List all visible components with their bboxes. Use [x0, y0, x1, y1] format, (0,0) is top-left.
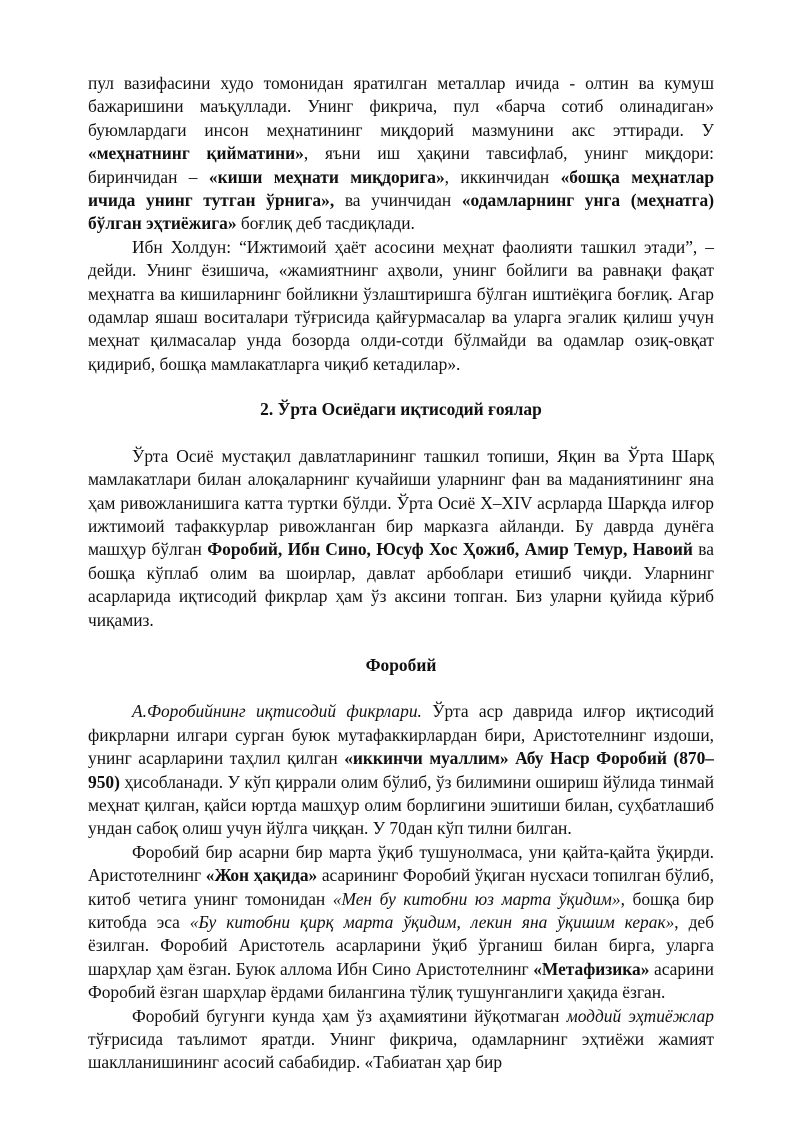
paragraph-central-asia [88, 445, 714, 632]
text-run: , иккинчидан [444, 166, 561, 187]
text-run: , яъни иш ҳақини тавсифлаб, унинг миқдори: биринчидан – [88, 143, 714, 187]
text-run: ва учинчидан [334, 190, 462, 211]
text-run: тўғрисида таълимот яратди. Унинг фикрича, одамларнинг эҳтиёжи жамият шаклланишининг асосий сабабидир. «Табиатан ҳар бир [88, 1029, 714, 1073]
document-page [88, 72, 714, 1075]
text-run: ҳисобланади. У кўп қиррали олим бўлиб, ўз билимини ошириш йўлида тинмай меҳнат қилган, қайси юртда машҳур олим борлигини эшитиши билан, суҳбатлашиб ундан сабоқ олиш учун йўлга чиққан. У 70дан кўп тилни билган. [88, 771, 714, 839]
text-run: боғлиқ деб тасдиқлади. [236, 213, 415, 234]
bold-term-labor-need: «одамларнинг унга (меҳнатга) бўлган эҳтиёжига» [88, 190, 714, 234]
text-run: ва бошқа кўплаб олим ва шоирлар, давлат арбоблари етишиб чиқди. Уларнинг асарларида иқтисодий фикрлар ҳам ўз аксини топган. Биз уларни қуйида кўриб чиқамиз. [88, 539, 714, 630]
text-run: , деб ёзилган. Форобий Аристотель асарларини ўқиб ўрганиш билан бирга, уларга шарҳлар ҳам ёзган. Буюк аллома Ибн Сино Аристотелнинг [88, 912, 714, 979]
italic-subtitle: А.Форобийнинг иқтисодий фикрлари. [132, 701, 422, 722]
text-run: асарининг Форобий ўқиган нусхаси топилган бўлиб, китоб четига унинг томонидан [88, 865, 714, 909]
bold-term-labor-place: «бошқа меҳнатлар ичида унинг тутган ўрнига», [88, 166, 715, 211]
bold-term-labor-amount: «киши меҳнати миқдорига» [208, 166, 445, 187]
italic-quote-hundred: «Мен бу китобни юз марта ўқидим» [332, 888, 621, 909]
bold-term-labor-value: «меҳнатнинг қийматини» [88, 143, 304, 164]
text-run: Форобий бир асарни бир марта ўқиб тушунолмаса, уни қайта-қайта ўқирди. Аристотелнинг [88, 841, 714, 886]
paragraph-farabi-intro [88, 700, 714, 840]
bold-farabi-name: «иккинчи муаллим» Абу Наср Форобий (870–950) [88, 748, 715, 792]
paragraph-farabi-reading [88, 841, 714, 1005]
text-run: , бошқа бир китобда эса [88, 888, 714, 932]
text-run: пул вазифасини худо томонидан яратилган металлар ичида - олтин ва кумуш бажаришини маъқуллади. Унинг фикрича, пул «барча сотиб олинадиган» буюмлардаги инсон меҳнатининг миқдорий мазмунини акс эттиради. У [88, 73, 714, 140]
text-run: Ўрта Осиё мустақил давлатларининг ташкил топиши, Яқин ва Ўрта Шарқ мамлакатлари билан алоқаларнинг кучайиши уларнинг фан ва маданиятининг яна ҳам ривожланишига катта туртки бўлди. Ўрта Осиё X–XIV асрларда Шарқда илғор ижтимоий тафаккурлар ривожланган бир марказга айланди. Бу даврда дунёга машҳур бўлган [88, 445, 714, 560]
paragraph-ibn-khaldun: Ибн Холдун: “Ижтимоий ҳаёт асосини меҳнат фаолияти ташкил этади”, – дейди. Унинг ёзишича, «жамиятнинг аҳволи, унинг бойлиги ва равнақи фақат меҳнатга ва кишиларнинг бойликни ўзлаштиришга бўлган иштиёқига боғлиқ. Агар одамлар яшаш воситалари тўғрисида қайғурмасалар ва уларга эгалик қилиш учун меҳнат қилмасалар унда бозорда олди-сотди бўлмайди ва одамлар озиқ-овқат қидириб, бошқа мамлакатларга чиқиб кетадилар». [88, 236, 714, 374]
italic-quote-forty: «Бу китобни қирқ марта ўқидим, лекин яна ўқишим керак» [189, 912, 675, 932]
bold-book-title-soul: «Жон ҳақида» [205, 865, 318, 886]
bold-book-title-metaphysics: «Метафизика» [533, 958, 650, 979]
text-run: Форобий бугунги кунда ҳам ўз аҳамиятини йўқотмаган [132, 1005, 567, 1026]
section-heading: 2. Ўрта Осиёдаги иқтисодий ғоялар [260, 399, 542, 420]
subsection-heading: Форобий [365, 654, 437, 675]
italic-term-material-needs: моддий эҳтиёжлар [566, 1005, 714, 1026]
paragraph-farabi-needs [88, 1005, 714, 1075]
paragraph-money-labor [88, 72, 714, 236]
text-run: асарини Форобий ёзган шарҳлар ёрдами билангина тўлиқ тушунганлиги ҳақида ёзган. [88, 958, 714, 1003]
bold-scholar-names: Форобий, Ибн Сино, Юсуф Хос Ҳожиб, Амир Темур, Навоий [207, 539, 693, 560]
text-run: Ўрта аср даврида илғор иқтисодий фикрларни илгари сурган буюк мутафаккирлардан бири, Аристотелнинг издоши, унинг асарларини таҳлил қилган [88, 701, 715, 769]
